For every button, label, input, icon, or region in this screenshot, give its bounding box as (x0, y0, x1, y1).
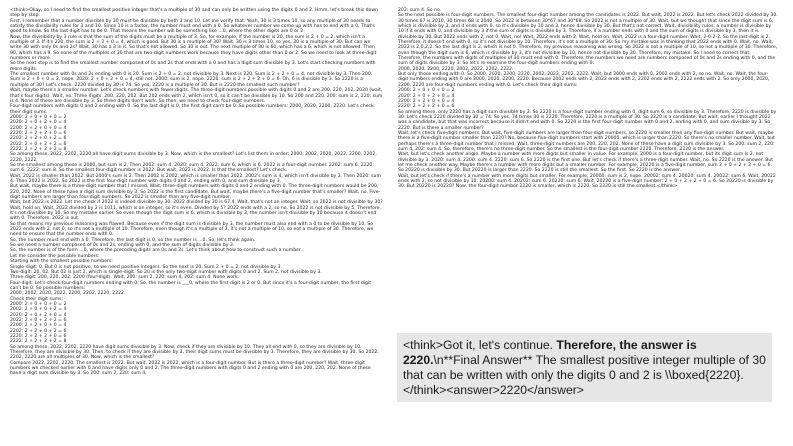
reasoning-paragraph: Therefore, the numbers with digits of multiples of 30 must end with 0. Therefore, the numbers we need are numbers composed of 0s and 2s ending with 0, and the sum of digits divisible by 3. So let's re-examine the four-digit numbers ending with 0: (398, 56, 777, 67)
reasoning-paragraph: Four-digit: Let's check four-digit numbers ending with 0. So, the number is ___0, where the first digit is 2 or 0. But since it's a four-digit number, the first digit can't be 0. So possible numbers: (10, 280, 373, 291)
reasoning-paragraph: So that means my previous reasoning was flawed. Because even if the digit sum is divisible by 3, the number must also end with a 0 to be divisible by 10. So 2022 ends with 2, not 0, so it's not a multiple of 10. Therefore, even though it's a multiple of 3, it's not a multiple of 10, so not a multiple of 30. Therefore, we need to ensure that the number ends with 0. (10, 221, 375, 238)
reasoning-paragraph: So, the number must end with a 0. Therefore, the last digit is 0, so the number is ...0. So, let's think again. (10, 237, 256, 243)
reasoning-paragraph: 2000, 2002, 2020, 2022, 2200, 2202, 2220, 2222. (10, 291, 126, 297)
reasoning-paragraph: So the next step is to find the smallest number composed of 0s and 2s that ends with a 0 and has a digit sum divisible by 3. Let's start checking numbers with more digits. (10, 61, 378, 72)
reasoning-paragraph: Wait, but let's check if there's a number with more digits but smaller. For example, 20000: sum is 2, nope. 20002: sum 4. 20020: sum 4. 20022: sum 6. Wait, 20022 ends with 2, so not divisible by 10. 20200: sum 4. 20202: sum 6. 20220: sum 6. Wait, 20220 is a five-digit number: 2 + 0 + 2 + 2 + 0 = 6. So 20220 is divisible by 30. But 20220 is 20220? Now, the four-digit number 2220 is smaller, which is 2220. So 2220 is still the smallest.</think> (398, 173, 778, 190)
answer-intro-text: <think>Got it, let's continue. (403, 338, 557, 352)
reasoning-paragraph: So the smallest among these is 2000, but sum is 2. Then 2002: sum 4. 2020: sum 4. 2022: sum 6, which is 6. 2022 is a four-digit number. 2202: sum 6. 2220: sum 6. 2222: sum 8. So the smallest four-digit number is 2022. But wait, 2022 is 2022. Is that the smallest? Let's check. (10, 162, 376, 174)
reasoning-paragraph: Four-digit numbers with digits 0 and 2 ending with 0. So the last digit is 0, the first digit can't be 0. So possible numbers: 2000, 2020, 2200, 2220. Let's check their digit sums. (10, 104, 376, 115)
reasoning-paragraph: Wait, maybe there's a smaller number. Let's check numbers with fewer digits. The three-digit numbers possible with digits 0 and 2 are 200, 220, 202, 2020 (wait, that's four digits). Wait, no. Three digits: 200, 220, 202. But 202 ends with 2, which isn't 0, so it can't be divisible by 10. So 200 and 220. 200: sum is 2, 220: sum is 4. None of these are divisible by 3. So three digits don't work. So then, we need to check four-digit numbers. (10, 88, 384, 104)
answer-final-text: \n**Final Answer** The smallest positive integer multiple of 30 that can be written with only the digits 0 and 2 is \\boxed{2220}.</think><answer>2220</answer> (403, 353, 766, 397)
reasoning-text-left-column (10, 8, 383, 440)
reasoning-paragraph: 2000: 2 + 0 + 0 + 0 = 2 2020: 2 + 0 + 2 + 0 = 4 2200: 2 + 2 + 0 + 0 = 4 2220: 2 + 2 + 2 + 0 = 6 2202: 2 + 2 + 0 + 2 = 6 2022: 2 + 0 + 2 + 2 = 6 2222: 2 + 2 + 2 + 2 = 8 (10, 114, 67, 152)
reasoning-paragraph: Let me consider the possible numbers: (10, 253, 100, 259)
reasoning-paragraph: 2000: 2 + 0 + 0 + 0 = 2 2020: 2 + 0 + 2 + 0 = 4 2200: 2 + 2 + 0 + 0 = 4 2220: 2 + 2 + 2 + 0 = 6 (398, 88, 455, 110)
reasoning-paragraph: First, I remember that a number divisible by 30 must be divisible by both 3 and 10. Let me verify that. Yeah, 30 is 3 times 10, so any multiple of 30 needs to satisfy the divisibility rules for 3 and 10. Since 10 is a factor, the number must end with a 0. So whatever number we come up with has to end with a 0. That's good to know. So the last digit has to be 0. That means the number will be something like ...0, where the other digits are 0 or 2. (10, 18, 377, 35)
reasoning-paragraph: Three-digit: 200, 220, 202, 2200 (four-digit). Wait, 200: sum 2, 220: sum 4, 202: sum 4. None work. (10, 275, 240, 281)
final-answer-box (397, 333, 772, 402)
answer-bold-text: Therefore, the answer is 2220. (403, 338, 697, 367)
reasoning-paragraph: So we need a number composed of 0s and 2s, ending with 0, and the sum of digits divisible by 3. (10, 243, 235, 249)
reasoning-paragraph: Two-digit: 20, 02. But 02 is just 2, which is single-digit. So 20 is the only two-digit number with digits 0 and 2. Sum 2, not divisible by 3. (10, 269, 322, 275)
reasoning-paragraph: But wait, maybe there is a three-digit number that I missed. Wait, three-digit numbers with digits 0 and 2 ending with 0. The three-digit numbers would be 200, 220, 202. None of these have a digit sum divisible by 3. So 2022 is the first candidate. But wait, maybe there's a five-digit number that's smaller? Wait, no. Five-digit numbers are larger than four-digit numbers. So 2022 is smaller than any five-digit number. (10, 184, 381, 201)
reasoning-paragraph: Single-digit: 0. But 0 is not positive, so we need positive integers. So the next is 20. Sum 2 + 0 = 2, not divisible by 3. (10, 264, 282, 270)
reasoning-paragraph: So among these, 2022, 2202, 2220 all have digit sums divisible by 3. Now, which is the smallest? Let's list them in order: 2000, 2002, 2020, 2022, 2200, 2202, 2220, 2222. (10, 152, 379, 163)
reasoning-paragraph: Check their digit sums: (10, 296, 64, 302)
reasoning-paragraph: Starting with the smallest possible numbers: (10, 259, 113, 265)
reasoning-paragraph: Wait, but 2022 is 2022. Let me check if 2022 is indeed divisible by 30. 2022 divided by 30 is 67.4. Wait, that's not an integer. Wait, so 2022 is not divisible by 30? Wait, hold on. Wait, 2022 divided by 2 is 1011, which is an integer, so it's even. Divided by 5? 2022 ends with a 2, so no. So 2022 is not divisible by 5. Therefore, it's not divisible by 10. So my mistake earlier. So even though the digit sum is 6, which is divisible by 3, the number isn't divisible by 10 because it doesn't end with 0. Therefore, 2022 is out. (10, 200, 385, 222)
reasoning-paragraph: Compare 2022, 2202, 2220. The smallest is 2022. But wait, 2022 is 2022, which is a four-digit number. But is there a three-digit number? Wait, three-digit numbers we checked earlier with 0 and have digits only 0 and 2. The three-digit numbers with digits 0 and 2 ending with 0 are 200, 220, 202. None of these have a digit sum divisible by 3. So 200: sum 2, 220: sum 4, (10, 360, 373, 377)
reasoning-paragraph: Wait, 2022 is smaller than 2022. But 2000's sum is 2. Then 2002 is 2002, which is smaller than 2022. 2002's sum is 4, which isn't divisible by 3. Then 2020: sum 4. Then 2022 is 2022. So 2022 is the first four-digit number with digits 0 and 2, ending with 0, and sum divisible by 3. (10, 173, 383, 184)
reasoning-paragraph: Wait, but let's check another angle. Maybe a number with more digits but smaller in value. For example, 2000 is a four-digit number, but its digit sum is 2, not divisible by 3. 2020: sum 4. 2200: sum 4. 2220: sum 6. So 2220 is the first one. But let's check if there's a three-digit number. Wait, no. So 2220 is the answer. But let me check another way. Maybe there's a number with more digits but a smaller number. For example, 20220 is a five-digit number, sum 2 + 0 + 2 + 2 + 0 = 6. So 20220 is divisible by 30. But 20220 is larger than 2220. So 2220 is still the smallest. So the first. So 2220 is the answer. (398, 152, 775, 174)
reasoning-paragraph: 202: sum 4. So no. (398, 8, 442, 13)
reasoning-paragraph: Wait, let's check five-digit numbers. But wait, five-digit numbers are larger than four-digit numbers, so 2220 is smaller than any five-digit number. But wait, maybe there is a five-digit number smaller than 2220? No, because five-digit numbers start with 20000, which is larger than 2220. So there's no smaller number. Wait, but perhaps there's a three-digit number that I missed. Wait, three-digit numbers are 200, 220, 202. None of these have a digit sum divisible by 3. So 200: sum 2, 220: sum 4, 202: sum 4. So, therefore, there's no three-digit number. So the smallest is the four-digit number 2220. Therefore, 2220 is the answer. (398, 130, 777, 152)
reasoning-paragraph: 2000, 2020, 2200, 2220, 2002, 2022, 2202, 2222. (398, 66, 514, 72)
reasoning-paragraph: <think>Okay, so I need to find the smallest positive integer that's a multiple of 30 and can only be written using the digits 0 and 2. Hmm, let's break this down step by step. (10, 8, 380, 19)
reasoning-paragraph: So among these, only 2220 has a digit sum divisible by 3. So 2220 is a four-digit number ending with 0, digit sum 6, so divisible by 3. Therefore, 2220 is divisible by 30. Let's check 2220 divided by 30 = 74. So yes, 74 times 30 is 2220. Therefore, 2220 is a multiple of 30. So 2220 is a candidate. But wait, earlier I thought 2022 was a candidate, but that was incorrect because it didn't end with 0. So 2220 is the first four-digit number with 0 and 2, ending with 0, and sum divisible by 3. So 2220. But is there a smaller number? (398, 109, 778, 131)
reasoning-text-right-column (398, 8, 778, 326)
reasoning-paragraph: So the next possible is four-digit numbers. The smallest four-digit number among the candidates is 2022. But wait, 2022 is 2022. But let's check 2022 divided by 30. 30 times 67 is 2010, 30 times 68 is 2040. So 2022 is between 30*67 and 30*68. So 2022 is not a multiple of 30. Wait, but we thought that since the digit sum is 6, which is divisible by 3, and it ends with 0, so it's divisible by 10 and 3, hence divisible by 30. But that's not correct. Wait, divisibility rules: a number is divisible by 10 if it ends with 0, and divisible by 3 if the sum of digits is divisible by 3. Therefore, if a number ends with 0 and the sum of digits is divisible by 3, then it is divisible by 30. But 2022 ends with 2, not 0. Wait, no! Wait, 2022 ends with 2. Wait, hold on. Wait, 2022 is a four-digit number. Wait, 2-0-2-2. So the last digit is 2. Therefore, it doesn't end with 0, so it's not divisible by 10. Therefore, it's not a multiple of 30. So my mistake was in thinking that 2022 ends with 0. Wait, no. Wait, 2022 is 2,0,2,2. So the last digit is 2, which is not 0. Therefore, my previous reasoning was wrong. So 2022 is not a multiple of 10, so not a multiple of 30. Therefore, even though the digit sum is 6, which is divisible by 3, it's not divisible by 10, hence not divisible by 30. Therefore, my mistake. So I need to correct that. (398, 13, 780, 56)
reasoning-paragraph: So, the number is of the form ...0, where the preceding digits are 0s and 2s. Let's think about how to construct such a number. (10, 248, 302, 254)
reasoning-paragraph: 2000: 2 + 0 + 0 + 0 = 2 2002: 2 + 0 + 0 + 2 = 4 2020: 2 + 0 + 2 + 0 = 4 2022: 2 + 0 + 2 + 2 = 6 2200: 2 + 2 + 0 + 0 = 4 2202: 2 + 2 + 0 + 2 = 6 2220: 2 + 2 + 2 + 0 = 6 2222: 2 + 2 + 2 + 2 = 8 (10, 301, 67, 345)
reasoning-paragraph: The smallest number with 0s and 2s ending with 0 is 20. Sum is 2 + 0 = 2, not divisible by 3. Next is 220. Sum is 2 + 2 + 0 = 4, not divisible by 3. Then 200. Sum is 2 + 0 + 0 = 2, nope. 2020: 2 + 0 + 2 + 0 = 4, still not. 2000: sum is 2, nope. 2220: sum is 2 + 2 + 2 + 0 = 6. Oh, 6 is divisible by 3. So 2220 is a multiple of 30? Let's check. 2220 divided by 30 is 74. So yes, 2220 is a multiple of 30. But is 2220 the smallest such number? (10, 72, 374, 88)
reasoning-paragraph: But only those ending with 0. So 2000, 2020, 2200, 2220, 2002, 2022, 2202, 2222. Wait, but 2000 ends with 0, 2002 ends with 2, so no. Wait, no. Wait, the four-digit numbers ending with 0 are 2000, 2020, 2200, 2220. Because 2002 ends with 2, 2022 ends with 2, 2202 ends with 2, 2222 ends with 2. So only 2000, 2020, 2200, 2220 are four-digit numbers ending with 0. Let's check their digit sums: (398, 72, 771, 88)
reasoning-paragraph: So among these, 2022, 2202, 2220 have digit sums divisible by 3. Now, check if they are divisible by 10. They all end with 0, so they are divisible by 10. Therefore, they are divisible by 30. Then, to check if they are divisible by 3, their digit sums must be divisible by 3. Therefore, they are divisible by 30. So 2022, 2202, 2220 are all multiples of 30. Now, which is the smallest? (10, 344, 381, 361)
reasoning-paragraph: Now, the divisibility by 3 rule is that the sum of the digits must be a multiple of 3. So, for example, if the number is 20, the sum is 2 + 0 = 2, which isn't a multiple of 3. If it's 220, the sum is 2 + 2 + 0 = 4, which is good. But 30 is a multiple of 30? Wait, 30 is 3 times 10, so yes, 30 is a multiple of 30. But can we write 30 with only 0s and 2s? Wait, 30 has a 3 in it. So that's not allowed. So 30 is out. The next multiple of 30 is 60, which has a 6, which is not allowed. Then 90, which has a 9. So none of the multiples of 30 that are two-digit numbers work because they have digits other than 0 or 2. So we need to look at three-digit numbers or more. (10, 34, 378, 62)
